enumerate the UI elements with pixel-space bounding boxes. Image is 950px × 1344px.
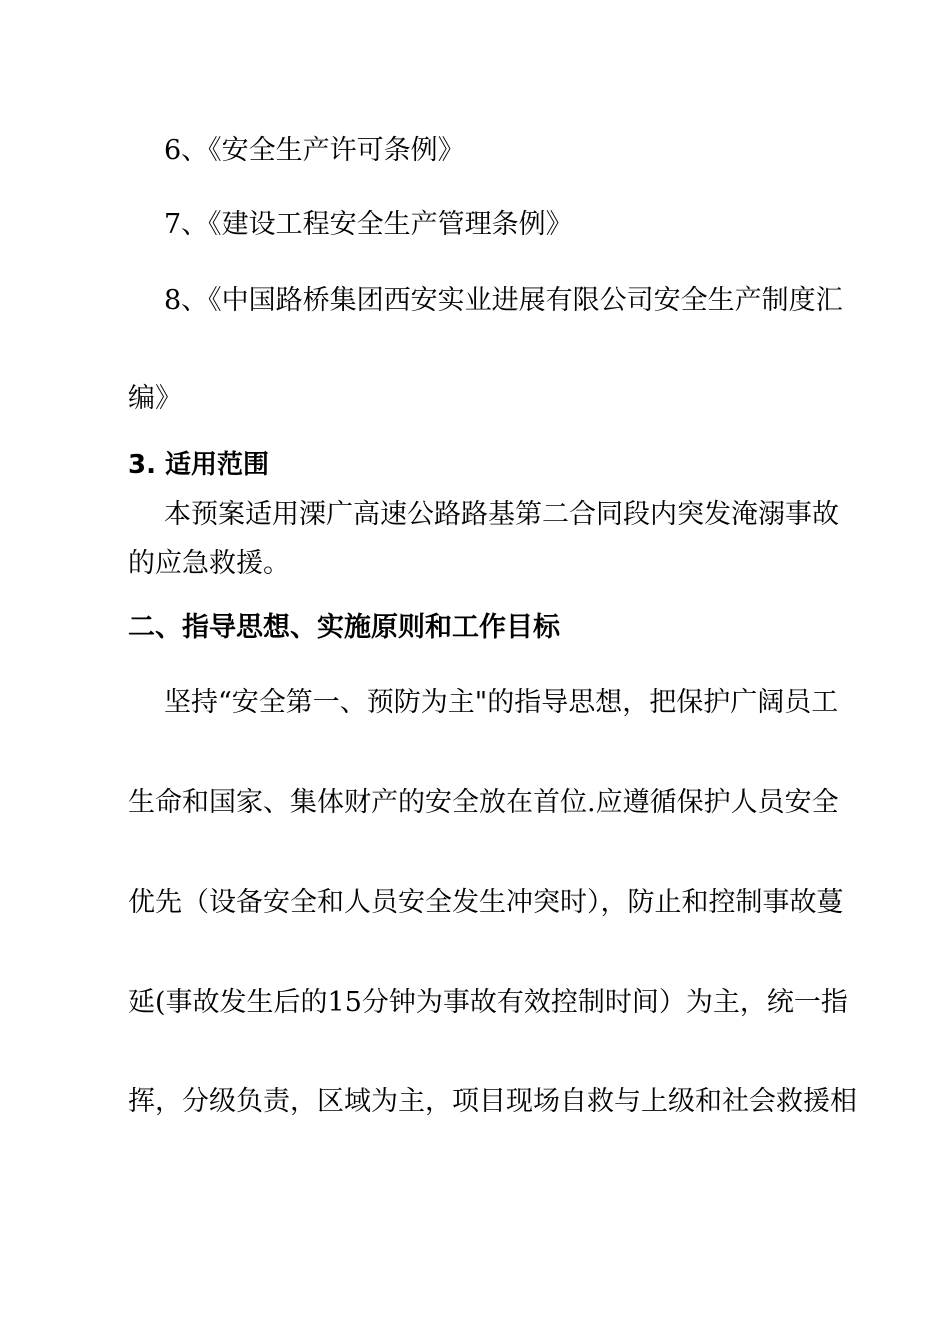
section-heading-scope: 3. 适用范围 <box>128 450 270 480</box>
guiding-paragraph-line-2: 生命和国家、集体财产的安全放在首位.应遵循保护人员安全 <box>128 787 839 818</box>
scope-paragraph-line-1: 本预案适用溧广高速公路路基第二合同段内突发淹溺事故 <box>164 499 839 530</box>
reference-item-6: 6、《安全生产许可条例》 <box>164 135 465 166</box>
guiding-paragraph-line-4: 延(事故发生后的15分钟为事故有效控制时间）为主，统一指 <box>128 987 848 1018</box>
section-heading-guiding-principles: 二、指导思想、实施原则和工作目标 <box>128 612 560 643</box>
guiding-paragraph-line-3: 优先（设备安全和人员安全发生冲突时），防止和控制事故蔓 <box>128 887 844 918</box>
reference-item-8: 8、《中国路桥集团西安实业进展有限公司安全生产制度汇 <box>164 285 843 316</box>
scope-paragraph-line-2: 的应急救援。 <box>128 548 290 579</box>
guiding-paragraph-line-1: 坚持“安全第一、预防为主"的指导思想，把保护广阔员工 <box>164 687 839 718</box>
guiding-paragraph-line-5: 挥，分级负责，区域为主，项目现场自救与上级和社会救援相 <box>128 1086 857 1117</box>
reference-item-8-continuation: 编》 <box>128 383 182 414</box>
reference-item-7: 7、《建设工程安全生产管理条例》 <box>164 209 573 240</box>
